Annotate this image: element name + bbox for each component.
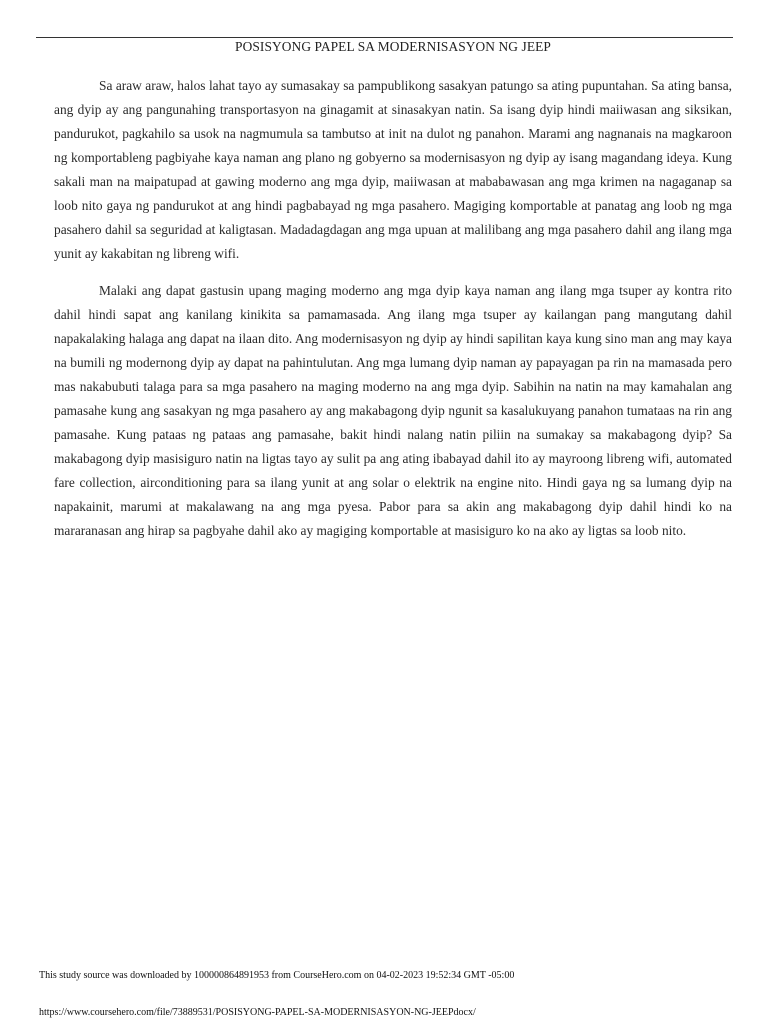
paragraph-2: Malaki ang dapat gastusin upang maging moderno ang mga dyip kaya naman ang ilang mga tsuper ay kontra rito dahil hindi sapat ang kanilang kinikita sa pamamasada. Ang ilang mga tsuper ay kailangan pang mangutang dahil napakalaking halaga ang dapat na ilaan dito. Ang modernisasyon ng dyip ay hindi sapilitan kaya kung sino man ang may kaya na bumili ng modernong dyip ay dapat na pahintulutan. Ang mga lumang dyip naman ay papayagan pa rin na mamasada pero mas nakabubuti talaga para sa mga pasahero na maging moderno na ang mga dyip. Sabihin na natin na may kamahalan ang pamasahe kung ang sasakyan ng mga pasahero ay ang makabagong dyip ngunit sa kasalukuyang panahon tumataas na rin ang pamasahe. Kung pataas ng pataas ang pamasahe, bakit hindi nalang natin piliin na sumakay sa makabagong dyip? Sa makabagong dyip masisiguro natin na ligtas tayo ay sulit pa ang ating ibabayad dahil ito ay mayroong libreng wifi, automated fare collection, airconditioning para sa ilang yunit at ang solar o elektrik na engine nito. Hindi gaya ng sa lumang dyip na napakainit, marumi at makalawang na ang mga pyesa. Pabor para sa akin ang makabagong dyip dahil hindi ko na mararanasan ang hirap sa pagbyahe dahil ako ay magiging komportable at masisiguro ko na ako ay ligtas sa loob nito. xyxy=(54,283,732,538)
document-title: POSISYONG PAPEL SA MODERNISASYON NG JEEP xyxy=(235,39,551,54)
download-source-note: This study source was downloaded by 100000864891953 from CourseHero.com on 04-02-2023 19:52:34 GMT -05:00 xyxy=(39,970,515,981)
document-body xyxy=(54,74,732,556)
source-url[interactable]: https://www.coursehero.com/file/73889531/POSISYONG-PAPEL-SA-MODERNISASYON-NG-JEEPdocx/ xyxy=(39,1007,476,1018)
paragraph-1: Sa araw araw, halos lahat tayo ay sumasakay sa pampublikong sasakyan patungo sa ating pupuntahan. Sa ating bansa, ang dyip ay ang pangunahing transportasyon na ginagamit at sinasakyan natin. Sa isang dyip hindi maiiwasan ang siksikan, pandurukot, pagkahilo sa usok na nagmumula sa tambutso at init na dulot ng panahon. Marami ang nagnanais na magkaroon ng komportableng pagbiyahe kaya naman ang plano ng gobyerno sa modernisasyon ng dyip ay isang magandang ideya. Kung sakali man na maipatupad at gawing moderno ang mga dyip, maiiwasan at mababawasan ang mga krimen na nagaganap sa loob nito gaya ng pandurukot at ang hindi pagbabayad ng mga pasahero. Magiging komportable at panatag ang loob ng mga pasahero dahil sa seguridad at kaligtasan. Madadagdagan ang mga upuan at malilibang ang mga pasahero dahil ang ilang mga yunit ay kakabitan ng libreng wifi. xyxy=(54,78,732,261)
